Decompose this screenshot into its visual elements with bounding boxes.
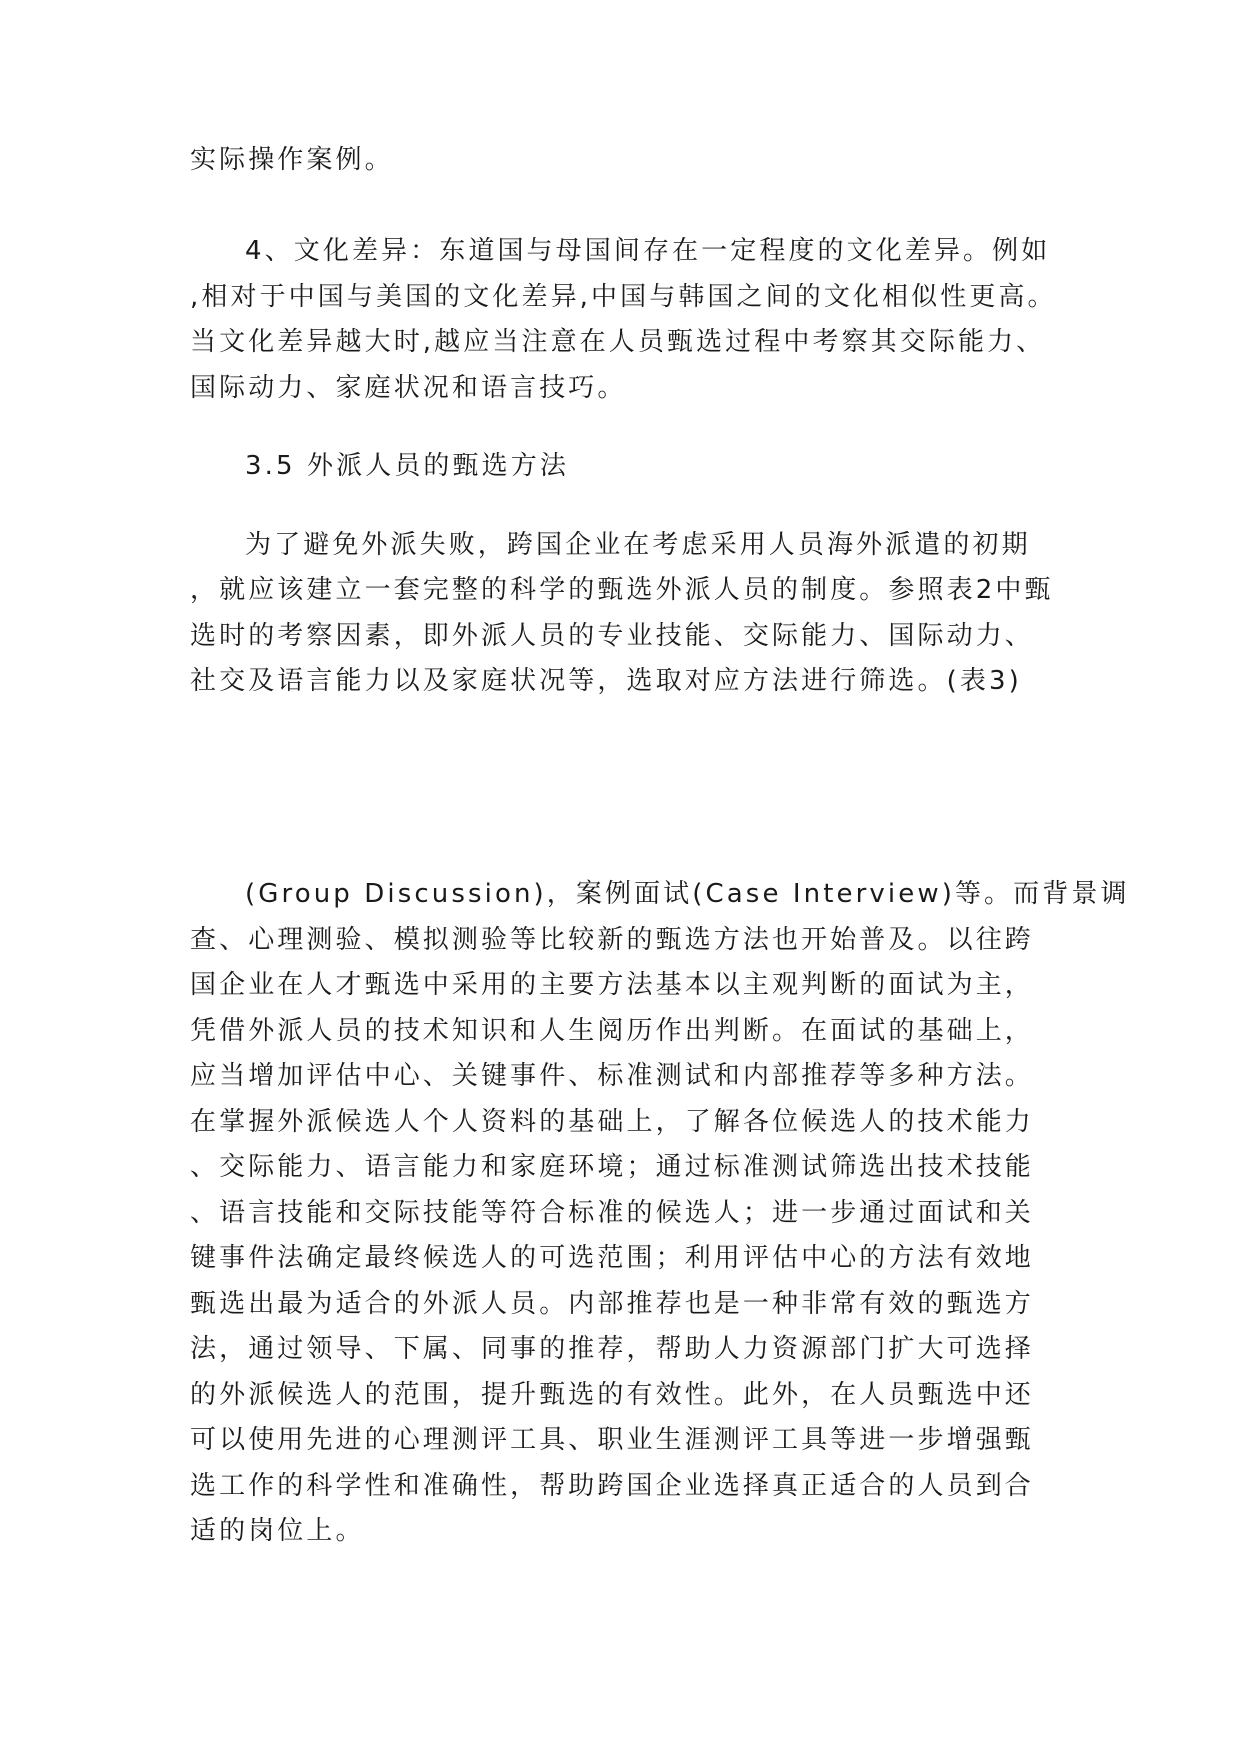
paragraph-line: 国企业在人才甄选中采用的主要方法基本以主观判断的面试为主， bbox=[190, 970, 1034, 1000]
paragraph-line: 甄选出最为适合的外派人员。内部推荐也是一种非常有效的甄选方 bbox=[190, 1289, 1034, 1319]
paragraph-line: 可以使用先进的心理测评工具、职业生涯测评工具等进一步增强甄 bbox=[190, 1425, 1034, 1455]
paragraph-line: 适的岗位上。 bbox=[190, 1516, 365, 1546]
paragraph-line: 键事件法确定最终候选人的可选范围；利用评估中心的方法有效地 bbox=[190, 1243, 1034, 1273]
paragraph-line: 当文化差异越大时,越应当注意在人员甄选过程中考察其交际能力、 bbox=[190, 327, 1046, 357]
paragraph-line: 凭借外派人员的技术知识和人生阅历作出判断。在面试的基础上， bbox=[190, 1016, 1034, 1046]
paragraph-line: 选工作的科学性和准确性，帮助跨国企业选择真正适合的人员到合 bbox=[190, 1471, 1034, 1501]
paragraph-line: 在掌握外派候选人个人资料的基础上，了解各位候选人的技术能力 bbox=[190, 1107, 1034, 1137]
paragraph-line: 、交际能力、语言能力和家庭环境；通过标准测试筛选出技术技能 bbox=[190, 1152, 1034, 1182]
paragraph-line: ，就应该建立一套完整的科学的甄选外派人员的制度。参照表2中甄 bbox=[190, 575, 1054, 605]
paragraph-line: 国际动力、家庭状况和语言技巧。 bbox=[190, 373, 627, 403]
paragraph-line: ,相对于中国与美国的文化差异,中国与韩国之间的文化相似性更高。 bbox=[190, 282, 1057, 312]
paragraph-line: 社交及语言能力以及家庭状况等，选取对应方法进行筛选。(表3) bbox=[190, 666, 1022, 696]
paragraph-line: 应当增加评估中心、关键事件、标准测试和内部推荐等多种方法。 bbox=[190, 1061, 1034, 1091]
paragraph-line: 查、心理测验、模拟测验等比较新的甄选方法也开始普及。以往跨 bbox=[190, 925, 1034, 955]
paragraph-line: (Group Discussion)，案例面试(Case Interview)等。而背景调 bbox=[245, 879, 1130, 909]
paragraph-line: 法，通过领导、下属、同事的推荐，帮助人力资源部门扩大可选择 bbox=[190, 1334, 1034, 1364]
section-heading: 3.5 外派人员的甄选方法 bbox=[245, 451, 569, 481]
paragraph-line: 的外派候选人的范围，提升甄选的有效性。此外，在人员甄选中还 bbox=[190, 1380, 1034, 1410]
paragraph-line: 为了避免外派失败，跨国企业在考虑采用人员海外派遣的初期 bbox=[245, 530, 1031, 560]
paragraph-line: 、语言技能和交际技能等符合标准的候选人；进一步通过面试和关 bbox=[190, 1198, 1034, 1228]
paragraph-line: 选时的考察因素，即外派人员的专业技能、交际能力、国际动力、 bbox=[190, 621, 1034, 651]
paragraph-line: 4、文化差异：东道国与母国间存在一定程度的文化差异。例如 bbox=[245, 236, 1051, 266]
paragraph-line: 实际操作案例。 bbox=[190, 145, 394, 175]
